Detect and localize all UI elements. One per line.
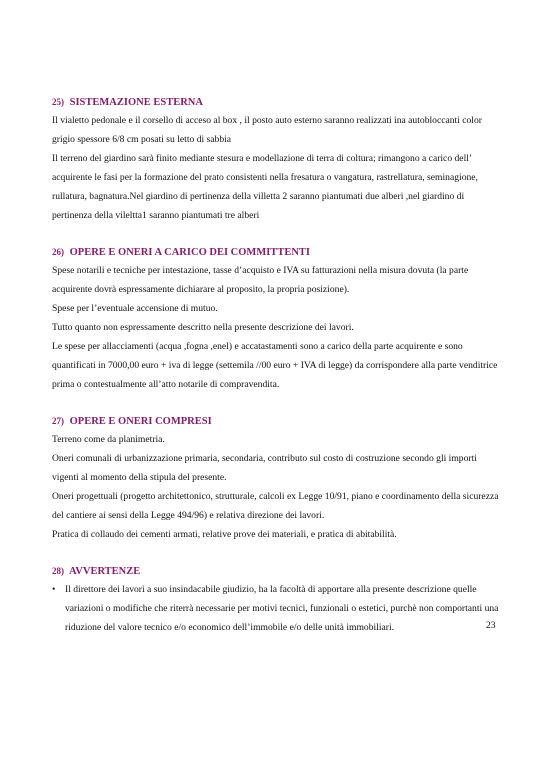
section-title: OPERE E ONERI COMPRESI xyxy=(69,416,212,427)
section-heading xyxy=(52,245,502,260)
section-title: SISTEMAZIONE ESTERNA xyxy=(69,97,203,108)
bullet-icon: • xyxy=(52,584,56,595)
document-body xyxy=(52,95,502,657)
section-avvertenze xyxy=(52,564,502,637)
list-item xyxy=(52,580,502,637)
section-heading xyxy=(52,95,502,110)
paragraph: Oneri comunali di urbanizzazione primaria, secondaria, contributo sul costo di costruzione secondo gli importi vigenti al momento della stipula del presente. xyxy=(52,453,477,483)
section-sistemazione-esterna xyxy=(52,95,502,225)
section-opere-carico-committenti xyxy=(52,245,502,394)
section-number: 25) xyxy=(52,97,64,107)
paragraph: Tutto quanto non espressamente descritto nella presente descrizione dei lavori. xyxy=(52,322,354,333)
paragraph: Oneri progettuali (progetto architettonico, strutturale, calcoli ex Legge 10/91, piano e coordinamento della sicurezza del cantiere ai sensi della Legge 494/96) e relativa direzione dei lavori. xyxy=(52,491,499,521)
section-number: 27) xyxy=(52,416,64,426)
paragraph: Spese per l’eventuale accensione di mutuo. xyxy=(52,303,218,314)
section-heading xyxy=(52,564,502,579)
paragraph: Le spese per allacciamenti (acqua ,fogna ,enel) e accatastamenti sono a carico della parte acquirente e sono quantificati in 7000,00 euro + iva di legge (settemila //00 euro + IVA di legge) da corrispondere alla parte venditrice prima o contestualmente all’atto notarile di compravendita. xyxy=(52,341,498,390)
section-heading xyxy=(52,414,502,429)
list-item-text: Il direttore dei lavori a suo insindacabile giudizio, ha la facoltà di apportare alla presente descrizione quelle variazioni o modifiche che riterrà necessarie per motivi tecnici, funzionali o estetici, purchè non comportanti una riduzione del valore tecnico e/o economico dell’immobile e/o delle unità immobiliari. xyxy=(65,584,499,633)
paragraph: Il terreno del giardino sarà finito mediante stesura e modellazione di terra di coltura; rimangono a carico dell’ acquirente le fasi per la formazione del prato consistenti nella fresatura o vangatura, rastrellatura, seminagione, rullatura, bagnatura.Nel giardino di pertinenza della villetta 2 saranno piantumati due alberi ,nel giardino di pertinenza della vileltta1 saranno piantumati tre alberi xyxy=(52,153,478,221)
paragraph: Terreno come da planimetria. xyxy=(52,434,165,445)
section-opere-oneri-compresi xyxy=(52,414,502,544)
section-title: OPERE E ONERI A CARICO DEI COMMITTENTI xyxy=(69,247,310,258)
section-number: 28) xyxy=(52,566,64,576)
paragraph: Spese notarili e tecniche per intestazione, tasse d’acquisto e IVA su fatturazioni nella misura dovuta (la parte acquirente dovrà espressamente dichiarare al proposito, la propria posizione). xyxy=(52,265,469,295)
section-number: 26) xyxy=(52,247,64,257)
paragraph: Il vialetto pedonale e il corsello di acceso al box , il posto auto esterno saranno realizzati ina autobloccanti color grigio spessore 6/8 cm posati su letto di sabbia xyxy=(52,115,482,145)
page-number: 23 xyxy=(486,620,496,631)
section-title: AVVERTENZE xyxy=(69,566,141,577)
paragraph: Pratica di collaudo dei cementi armati, relative prove dei materiali, e pratica di abitabilità. xyxy=(52,529,397,540)
